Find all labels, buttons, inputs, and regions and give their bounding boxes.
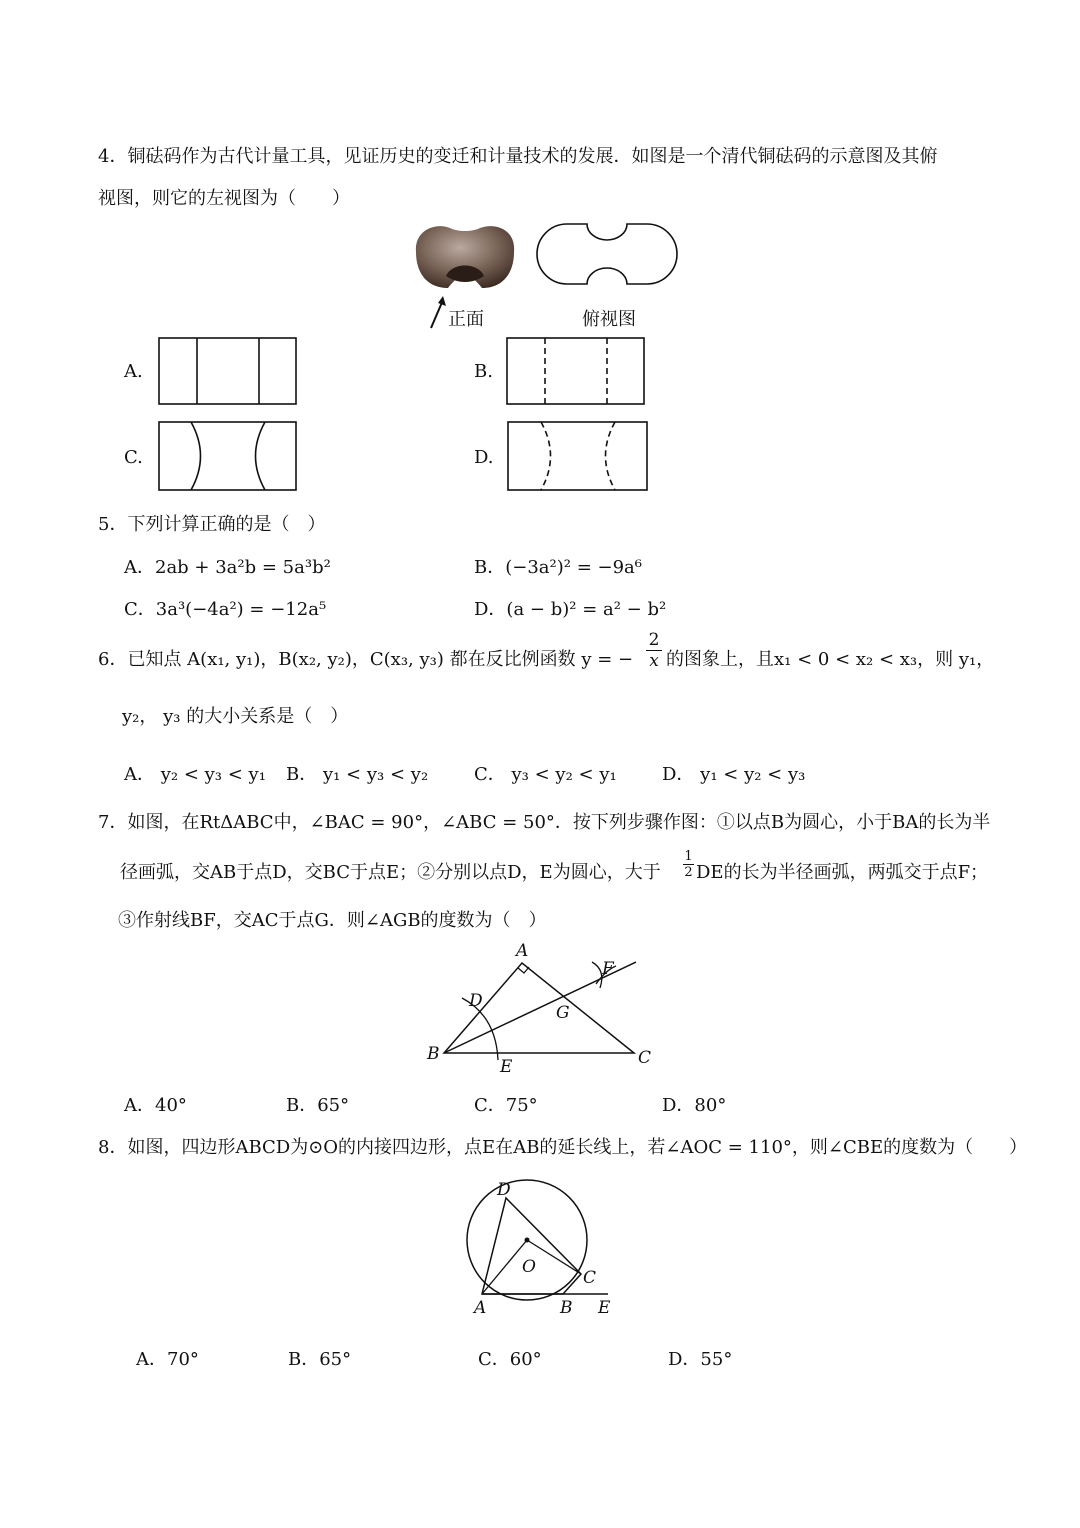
q6-fraction bbox=[646, 630, 662, 671]
q8-option-c[interactable]: C．60° bbox=[478, 1349, 542, 1370]
q7-option-c[interactable]: C．75° bbox=[474, 1095, 538, 1116]
q4-option-a-figure[interactable] bbox=[158, 337, 298, 407]
q6-stem-line1a: 6．已知点 A(x₁, y₁)，B(x₂, y₂)，C(x₃, y₃) 都在反比例函数 y = − bbox=[98, 649, 634, 670]
q7-triangle-figure bbox=[420, 940, 660, 1080]
label-a: A bbox=[474, 1298, 487, 1318]
q6-option-b[interactable]: B． y₁ < y₃ < y₂ bbox=[286, 764, 429, 785]
top-view-figure bbox=[545, 218, 670, 290]
q4-option-c-label[interactable]: C. bbox=[124, 447, 143, 468]
label-a: A bbox=[516, 941, 529, 961]
q5-option-c[interactable]: C．3a³(−4a²) = −12a⁵ bbox=[124, 599, 327, 620]
label-b: B bbox=[560, 1298, 573, 1318]
q6-fraction-numerator: 2 bbox=[646, 630, 662, 651]
q6-option-a[interactable]: A． y₂ < y₃ < y₁ bbox=[124, 764, 266, 785]
q8-option-a[interactable]: A．70° bbox=[136, 1349, 199, 1370]
q5-stem: 5．下列计算正确的是（ ） bbox=[98, 514, 326, 535]
label-f: F bbox=[602, 959, 614, 979]
q5-option-a[interactable]: A．2ab + 3a²b = 5a³b² bbox=[124, 557, 331, 578]
label-g: G bbox=[556, 1003, 570, 1023]
q7-option-a[interactable]: A．40° bbox=[124, 1095, 187, 1116]
q6-stem-line1b: 的图象上，且x₁ < 0 < x₂ < x₃，则 y₁， bbox=[666, 649, 995, 670]
q7-option-b[interactable]: B．65° bbox=[286, 1095, 350, 1116]
q5-option-b[interactable]: B．(−3a²)² = −9a⁶ bbox=[474, 557, 642, 578]
q5-option-d[interactable]: D．(a − b)² = a² − b² bbox=[474, 599, 667, 620]
center-point bbox=[525, 1238, 530, 1243]
bronze-weight-photo bbox=[410, 218, 520, 298]
q6-fraction-denominator: x bbox=[649, 651, 659, 671]
q4-option-b-figure[interactable] bbox=[506, 337, 646, 407]
q7-half-fraction bbox=[683, 849, 694, 880]
label-c: C bbox=[583, 1268, 597, 1288]
q7-stem-line1: 7．如图，在RtΔABC中，∠BAC = 90°，∠ABC = 50°．按下列步骤作图：①以点B为圆心，小于BA的长为半 bbox=[98, 812, 991, 833]
q6-stem-line2: y₂， y₃ 的大小关系是（ ） bbox=[122, 706, 349, 727]
label-o: O bbox=[522, 1257, 536, 1277]
q7-stem-line2b: DE的长为半径画弧，两弧交于点F； bbox=[696, 862, 989, 883]
q4-option-d-label[interactable]: D. bbox=[474, 447, 494, 468]
q4-option-a-label[interactable]: A. bbox=[124, 361, 143, 382]
quadrilateral-abcd bbox=[482, 1198, 581, 1294]
q8-option-b[interactable]: B．65° bbox=[288, 1349, 352, 1370]
q4-option-d-figure[interactable] bbox=[507, 421, 649, 493]
label-d: D bbox=[497, 1180, 511, 1200]
front-label: 正面 bbox=[448, 309, 484, 330]
q8-circle-figure bbox=[460, 1175, 620, 1325]
q7-stem-line3: ③作射线BF，交AC于点G．则∠AGB的度数为（ ） bbox=[118, 910, 547, 931]
label-c: C bbox=[638, 1048, 652, 1068]
q4-option-c-figure[interactable] bbox=[158, 421, 298, 493]
q6-option-c[interactable]: C． y₃ < y₂ < y₁ bbox=[474, 764, 617, 785]
arc-f1 bbox=[592, 962, 602, 988]
q4-stem-line2: 视图，则它的左视图为（ ） bbox=[98, 188, 350, 209]
q8-option-d[interactable]: D．55° bbox=[668, 1349, 733, 1370]
label-b: B bbox=[427, 1044, 440, 1064]
q7-stem-line2a: 径画弧，交AB于点D，交BC于点E；②分别以点D，E为圆心，大于 bbox=[120, 862, 661, 883]
q6-option-d[interactable]: D． y₁ < y₂ < y₃ bbox=[662, 764, 806, 785]
q7-half-numerator: 1 bbox=[684, 849, 693, 864]
q7-option-d[interactable]: D．80° bbox=[662, 1095, 727, 1116]
q4-option-b-label[interactable]: B. bbox=[474, 361, 493, 382]
top-view-label: 俯视图 bbox=[582, 309, 636, 330]
q4-stem-line1: 4．铜砝码作为古代计量工具，见证历史的变迁和计量技术的发展．如图是一个清代铜砝码的示意图及其俯 bbox=[98, 146, 938, 167]
label-e: E bbox=[500, 1057, 513, 1077]
label-d: D bbox=[469, 991, 483, 1011]
label-e: E bbox=[598, 1298, 611, 1318]
front-arrow-icon bbox=[428, 296, 448, 330]
q7-half-denominator: 2 bbox=[684, 865, 693, 880]
q8-stem: 8．如图，四边形ABCD为⊙O的内接四边形，点E在AB的延长线上，若∠AOC = 110°，则∠CBE的度数为（ ） bbox=[98, 1137, 1028, 1158]
